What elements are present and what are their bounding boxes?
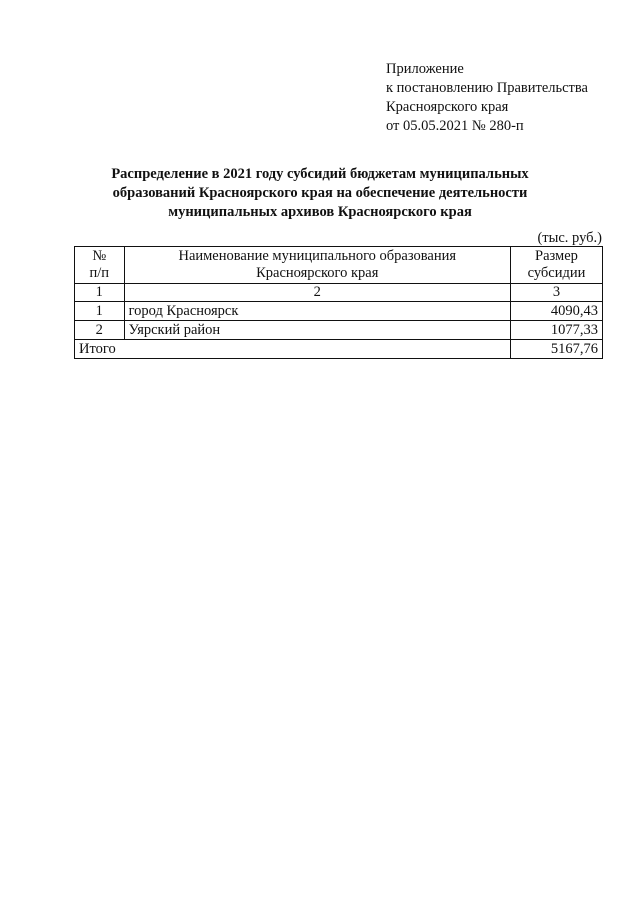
row-amount-cell: 4090,43 [510, 302, 602, 321]
total-label-cell: Итого [75, 340, 511, 359]
title-line: Распределение в 2021 году субсидий бюджетам муниципальных [111, 166, 529, 182]
title-line: муниципальных архивов Красноярского края [168, 204, 472, 220]
appendix-block [386, 60, 588, 136]
appendix-line: к постановлению Правительства [386, 80, 588, 96]
subsidies-table [74, 246, 603, 359]
table-row [75, 302, 603, 321]
row-name-cell: город Красноярск [124, 302, 510, 321]
header-num-cell [75, 247, 125, 284]
header-name-line: Наименование муниципального образования [178, 248, 457, 264]
row-name-cell: Уярский район [124, 321, 510, 340]
row-amount-cell: 1077,33 [510, 321, 602, 340]
column-index-row [75, 284, 603, 302]
header-name-line: Красноярского края [256, 265, 379, 281]
header-amount-cell [510, 247, 602, 284]
row-num-cell: 1 [75, 302, 125, 321]
table-row [75, 321, 603, 340]
header-amount-line: субсидии [527, 265, 586, 281]
header-name-cell [124, 247, 510, 284]
header-num-line: п/п [89, 265, 110, 281]
table-total-row [75, 340, 603, 359]
title-line: образований Красноярского края на обеспечение деятельности [112, 185, 528, 201]
appendix-line: Приложение [386, 61, 464, 77]
column-index-cell: 1 [75, 284, 125, 302]
column-index-cell: 3 [510, 284, 602, 302]
appendix-line: Красноярского края [386, 99, 509, 115]
header-num-line: № [92, 248, 107, 264]
document-title [60, 165, 580, 222]
header-amount-line: Размер [535, 248, 578, 264]
table-header-row [75, 247, 603, 284]
total-amount-cell: 5167,76 [510, 340, 602, 359]
appendix-line: от 05.05.2021 № 280-п [386, 118, 524, 134]
row-num-cell: 2 [75, 321, 125, 340]
units-label: (тыс. руб.) [537, 230, 602, 246]
column-index-cell: 2 [124, 284, 510, 302]
